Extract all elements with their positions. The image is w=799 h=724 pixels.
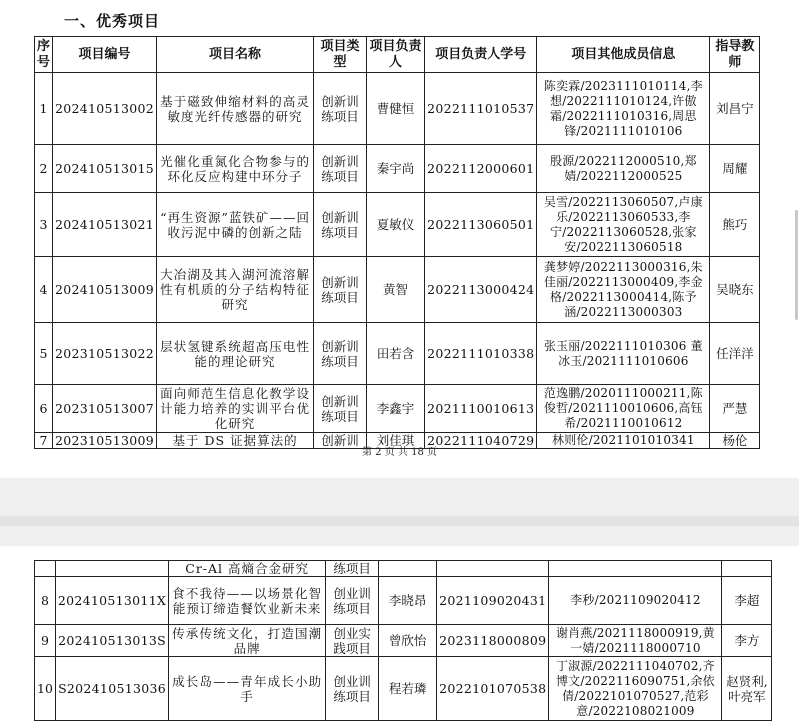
cell-members [549, 561, 722, 577]
cell-no: 6 [35, 385, 53, 433]
cell-type: 创业训练项目 [326, 577, 379, 625]
cell-members: 李秒/2021109020412 [549, 577, 722, 625]
cell-no: 10 [35, 657, 56, 721]
scrollbar[interactable] [795, 210, 798, 320]
cell-leader-id: 2023118000809 [437, 625, 549, 657]
cell-name: 大冶湖及其入湖河流溶解性有机质的分子结构特征研究 [157, 257, 314, 323]
cell-advisor: 周耀 [710, 145, 760, 193]
cell-leader: 秦宇尚 [367, 145, 425, 193]
cell-leader-id: 2022113000424 [425, 257, 537, 323]
cell-members: 吴雪/2022113060507,卢康乐/2022113060533,李宁/2022113060528,张家安/2022113060518 [537, 193, 710, 257]
cell-name: 层状氢键系统超高压电性能的理论研究 [157, 323, 314, 385]
page-footer: 第 2 页 共 18 页 [362, 447, 437, 458]
cell-leader-id: 2022111040729 [425, 433, 537, 449]
cell-advisor [722, 561, 772, 577]
cell-advisor: 刘昌宁 [710, 73, 760, 145]
cell-type: 创新训练项目 [314, 257, 367, 323]
cell-no: 9 [35, 625, 56, 657]
table-row [35, 657, 772, 721]
cell-leader: 曹健恒 [367, 73, 425, 145]
cell-code: 202410513009 [53, 257, 157, 323]
cell-members: 丁淑源/2022111040702,齐博文/2022116090751,余依倩/2022101070527,范彩意/2022108021009 [549, 657, 722, 721]
cell-advisor: 任洋洋 [710, 323, 760, 385]
col-header-advisor: 指导教师 [710, 37, 760, 73]
cell-no: 3 [35, 193, 53, 257]
cell-name: 基于 DS 证据算法的 [157, 433, 314, 449]
cell-advisor: 杨伦 [710, 433, 760, 449]
cell-code: 202410513021 [53, 193, 157, 257]
cell-leader: 刘佳琪 [367, 433, 425, 449]
cell-name: 面向师范生信息化教学设计能力培养的实训平台优化研究 [157, 385, 314, 433]
cell-advisor: 李方 [722, 625, 772, 657]
cell-no: 5 [35, 323, 53, 385]
table-row [35, 577, 772, 625]
cell-leader-id: 2022112000601 [425, 145, 537, 193]
table-row [35, 625, 772, 657]
table-row [35, 257, 760, 323]
cell-no: 2 [35, 145, 53, 193]
cell-no: 4 [35, 257, 53, 323]
cell-leader: 夏敏仪 [367, 193, 425, 257]
cell-leader-id [437, 561, 549, 577]
cell-code: 202410513015 [53, 145, 157, 193]
cell-name: 光催化重氮化合物参与的环化反应构建中环分子 [157, 145, 314, 193]
section-heading: 一、优秀项目 [64, 12, 161, 30]
cell-type: 创新训练项目 [314, 73, 367, 145]
table-row [35, 73, 760, 145]
col-header-members: 项目其他成员信息 [537, 37, 710, 73]
cell-name: 食不我待——以场景化智能预订缔造餐饮业新未来 [169, 577, 326, 625]
page-separator [0, 516, 799, 526]
cell-no: 8 [35, 577, 56, 625]
cell-advisor: 严慧 [710, 385, 760, 433]
cell-leader-id: 2021109020431 [437, 577, 549, 625]
cell-code [55, 561, 168, 577]
cell-leader: 李晓昂 [379, 577, 437, 625]
cell-members: 范逸鹏/2020111000211,陈俊哲/2021110010606,高钰希/2021110010612 [537, 385, 710, 433]
table-row [35, 385, 760, 433]
cell-name: “再生资源”蓝铁矿——回收污泥中磷的创新之陆 [157, 193, 314, 257]
cell-members: 龚梦婷/2022113000316,朱佳丽/2022113000409,李金格/2022113000414,陈予涵/2022113000303 [537, 257, 710, 323]
col-header-name: 项目名称 [157, 37, 314, 73]
cell-no: 7 [35, 433, 53, 449]
table-row [35, 145, 760, 193]
cell-advisor: 吴晓东 [710, 257, 760, 323]
cell-code: 202310513007 [53, 385, 157, 433]
table-header-row [35, 37, 760, 73]
cell-members: 殷源/2022112000510,郑婧/2022112000525 [537, 145, 710, 193]
cell-members: 谢肖燕/2021118000919,黄一婧/2021118000710 [549, 625, 722, 657]
cell-leader-id: 2022111010338 [425, 323, 537, 385]
cell-leader: 田若含 [367, 323, 425, 385]
cell-code: 202410513011X [55, 577, 168, 625]
page-gap [0, 478, 799, 546]
cell-code: S202410513036 [55, 657, 168, 721]
document-page-2 [0, 546, 799, 724]
col-header-type: 项目类型 [314, 37, 367, 73]
col-header-code: 项目编号 [53, 37, 157, 73]
cell-leader: 李鑫宇 [367, 385, 425, 433]
cell-code: 202310513009 [53, 433, 157, 449]
excellent-projects-table-continued [34, 560, 772, 721]
cell-members: 张玉丽/2022111010306 董冰玉/2021111010606 [537, 323, 710, 385]
cell-leader-id: 2022113060501 [425, 193, 537, 257]
col-header-leader-id: 项目负责人学号 [425, 37, 537, 73]
excellent-projects-table [34, 36, 760, 449]
cell-leader-id: 2022101070538 [437, 657, 549, 721]
col-header-no: 序号 [35, 37, 53, 73]
cell-code: 202410513002 [53, 73, 157, 145]
cell-type: 创业训练项目 [326, 657, 379, 721]
cell-leader [379, 561, 437, 577]
table-row [35, 323, 760, 385]
cell-name: 成长岛——青年成长小助手 [169, 657, 326, 721]
cell-members: 陈奕霖/2023111010114,李想/2022111010124,许傲霜/2022111010316,周思锋/2021111010106 [537, 73, 710, 145]
cell-no: 1 [35, 73, 53, 145]
cell-leader: 程若璘 [379, 657, 437, 721]
cell-advisor: 熊巧 [710, 193, 760, 257]
cell-leader: 黄智 [367, 257, 425, 323]
cell-type: 创新训练项目 [314, 385, 367, 433]
cell-code: 202410513013S [55, 625, 168, 657]
cell-leader-id: 2021110010613 [425, 385, 537, 433]
table-row [35, 193, 760, 257]
cell-code: 202310513022 [53, 323, 157, 385]
cell-type: 创新训练项目 [314, 193, 367, 257]
col-header-leader: 项目负责人 [367, 37, 425, 73]
cell-members: 林则伦/2021101010341 [537, 433, 710, 449]
cell-type: 创新训 [314, 433, 367, 449]
cell-type: 创新训练项目 [314, 323, 367, 385]
cell-name: 传承传统文化，打造国潮品牌 [169, 625, 326, 657]
cell-type: 练项目 [326, 561, 379, 577]
cell-name: 基于磁致伸缩材料的高灵敏度光纤传感器的研究 [157, 73, 314, 145]
table-row-continued [35, 561, 772, 577]
cell-no [35, 561, 56, 577]
cell-advisor: 李超 [722, 577, 772, 625]
cell-leader: 曾欣怡 [379, 625, 437, 657]
cell-type: 创新训练项目 [314, 145, 367, 193]
cell-advisor: 赵贤利,叶亮军 [722, 657, 772, 721]
cell-leader-id: 2022111010537 [425, 73, 537, 145]
cell-type: 创业实践项目 [326, 625, 379, 657]
cell-name: Cr-Al 高熵合金研究 [169, 561, 326, 577]
